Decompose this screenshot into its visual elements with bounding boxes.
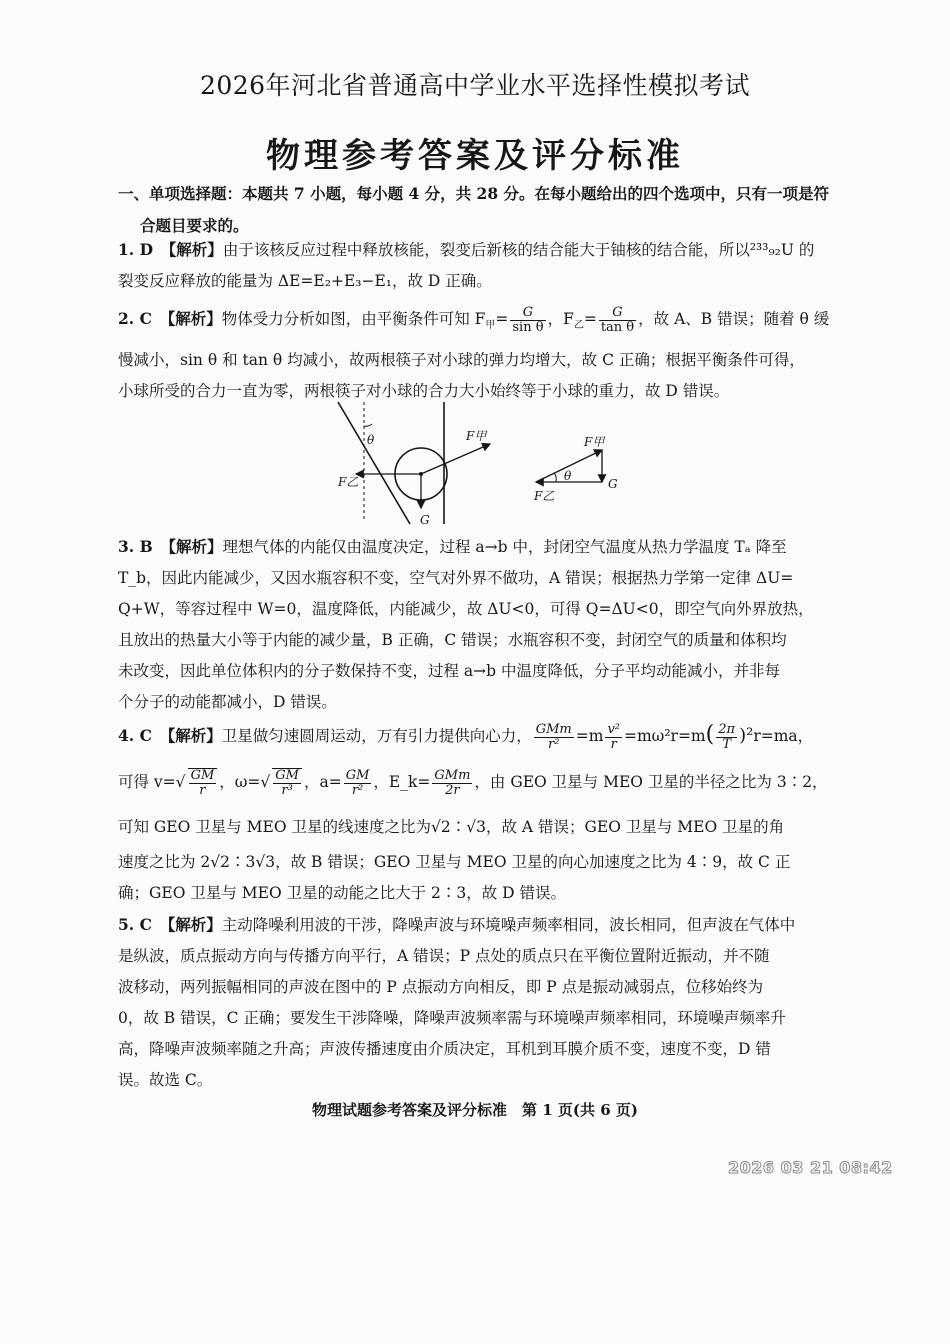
q3-line2: T_b，因此内能减少，又因水瓶容积不变，空气对外界不做功，A 错误；根据热力学第一定律 ΔU= bbox=[118, 569, 794, 587]
q3-line6: 个分子的动能都减小，D 错误。 bbox=[118, 693, 337, 711]
q2-text-e: ，故 A、B 错误；随着 θ 缓 bbox=[638, 310, 830, 328]
fraction-gmm-2r bbox=[432, 769, 472, 798]
frac-den: tan θ bbox=[600, 319, 635, 335]
frac-den: r² bbox=[548, 736, 560, 752]
page-footer: 物理试题参考答案及评分标准 第 1 页(共 6 页) bbox=[312, 1101, 638, 1119]
triangle-theta-label: θ bbox=[564, 469, 572, 483]
slanted-chopstick bbox=[338, 402, 410, 524]
answer-key: 2. C bbox=[118, 309, 152, 328]
frac-den: r³ bbox=[281, 783, 293, 798]
analysis-tag: 【解析】 bbox=[167, 726, 222, 745]
frac-den: r bbox=[610, 736, 617, 752]
f-jia-label: F甲 bbox=[466, 429, 487, 443]
theta-arc bbox=[364, 424, 372, 426]
q4-text-2c: ，a= bbox=[303, 773, 342, 791]
q5-line5: 高，降噪声波频率随之升高；声波传播速度由介质决定，耳机到耳膜介质不变，速度不变，D 错 bbox=[118, 1040, 771, 1058]
fraction-gm-r2 bbox=[344, 769, 372, 798]
q5-line3: 波移动，两列振幅相同的声波在图中的 P 点振动方向相反，即 P 点是振动减弱点，位移始终为 bbox=[118, 978, 764, 996]
answer-key: 5. C bbox=[118, 915, 152, 934]
triangle-f-yi-label: F乙 bbox=[534, 489, 555, 503]
frac-num: GM bbox=[190, 768, 215, 783]
q4-text-2d: ，E_k= bbox=[373, 773, 431, 791]
force-analysis-diagram bbox=[330, 400, 640, 530]
q3-line5: 未改变，因此单位体积内的分子数保持不变，过程 a→b 中温度降低，分子平均动能减小，并非每 bbox=[118, 662, 781, 680]
answer-key: 1. D bbox=[118, 240, 154, 259]
frac-num: G bbox=[599, 306, 636, 321]
section-heading-line2: 合题目要求的。 bbox=[140, 216, 249, 235]
frac-num: 2π bbox=[718, 721, 736, 737]
q2-text-d: = bbox=[583, 310, 597, 328]
q2-line2: 慢减小，sin θ 和 tan θ 均减小，故两根筷子对小球的弹力均增大，故 C 正确；根据平衡条件可得， bbox=[118, 351, 805, 370]
answer-q5 bbox=[118, 909, 830, 1096]
document-title: 物理参考答案及评分标准 bbox=[266, 136, 684, 176]
analysis-tag: 【解析】 bbox=[167, 309, 222, 328]
q1-line1: 由于该核反应过程中释放核能，裂变后新核的结合能大于铀核的结合能，所以²³³₉₂U 的 bbox=[222, 241, 815, 259]
f-jia-arrow bbox=[421, 444, 490, 474]
frac-num: GM bbox=[345, 767, 370, 783]
q3-line4: 且放出的热量大小等于内能的减少量，B 正确，C 错误；水瓶容积不变，封闭空气的质量和体积均 bbox=[118, 631, 787, 649]
q2-sub-yi: 乙 bbox=[573, 320, 584, 332]
exam-title: 2026年河北省普通高中学业水平选择性模拟考试 bbox=[199, 71, 751, 100]
fraction-gmm-r2 bbox=[534, 723, 574, 752]
fraction-g-sin bbox=[510, 306, 545, 335]
frac-den: sin θ bbox=[512, 319, 544, 335]
q4-text-2b: ，ω=√ bbox=[219, 773, 271, 791]
section-heading bbox=[118, 178, 830, 242]
f-yi-label: F乙 bbox=[338, 475, 359, 489]
q4-line5: 确；GEO 卫星与 MEO 卫星的动能之比大于 2∶3，故 D 错误。 bbox=[118, 884, 567, 902]
q4-text-c: =mω²r=m bbox=[624, 727, 706, 745]
frac-den: 2r bbox=[445, 782, 460, 798]
q4-text-d: r=ma， bbox=[753, 727, 814, 745]
fraction-v2-r bbox=[605, 723, 622, 752]
q3-line3: Q+W，等容过程中 W=0，温度降低，内能减少，故 ΔU<0，可得 Q=ΔU<0，即空气向外界放热， bbox=[118, 600, 814, 618]
fraction-2pi-t bbox=[716, 723, 737, 752]
q2-text-b: = bbox=[495, 310, 509, 328]
fraction-gm-r3 bbox=[272, 768, 302, 798]
left-paren: ( bbox=[705, 722, 715, 747]
frac-num: GMm bbox=[434, 767, 471, 783]
answer-q4 bbox=[118, 714, 830, 909]
frac-den: r² bbox=[351, 782, 364, 798]
fraction-g-tan bbox=[599, 306, 636, 335]
answer-q2 bbox=[118, 300, 830, 407]
frac-num: v² bbox=[607, 721, 620, 737]
scan-timestamp: 2026 03 21 08:42 bbox=[728, 1158, 893, 1177]
q4-text-2e: ，由 GEO 卫星与 MEO 卫星的半径之比为 3∶2， bbox=[474, 773, 828, 791]
fraction-gm-r bbox=[188, 768, 218, 798]
q4-text-2a: 可得 v=√ bbox=[118, 773, 186, 791]
answer-q3 bbox=[118, 531, 830, 718]
frac-num: GMm bbox=[535, 721, 572, 737]
q4-text-a: 卫星做匀速圆周运动，万有引力提供向心力， bbox=[221, 727, 532, 745]
triangle-f-jia-label: F甲 bbox=[584, 435, 605, 449]
analysis-tag: 【解析】 bbox=[168, 537, 223, 556]
frac-den: r bbox=[199, 783, 206, 798]
answer-key: 3. B bbox=[118, 537, 153, 556]
analysis-tag: 【解析】 bbox=[167, 915, 222, 934]
q4-line3: 可知 GEO 卫星与 MEO 卫星的线速度之比为√2∶√3，故 A 错误；GEO 卫星与 MEO 卫星的角 bbox=[118, 818, 785, 836]
frac-den: T bbox=[722, 736, 731, 752]
answer-key: 4. C bbox=[118, 726, 152, 745]
q2-line3: 小球所受的合力一直为零，两根筷子对小球的合力大小始终等于小球的重力，故 D 错误。 bbox=[118, 382, 730, 401]
frac-num: GM bbox=[275, 768, 299, 783]
q2-text-a: 物体受力分析如图，由平衡条件可知 F bbox=[221, 310, 486, 328]
frac-num: G bbox=[510, 306, 545, 321]
q5-line1: 主动降噪利用波的干涉，降噪声波与环境噪声频率相同，波长相同，但声波在气体中 bbox=[221, 916, 796, 934]
q4-text-b: =m bbox=[575, 727, 604, 745]
analysis-tag: 【解析】 bbox=[168, 240, 223, 259]
q4-line4: 速度之比为 2√2∶3√3，故 B 错误；GEO 卫星与 MEO 卫星的向心加速度之比为 4∶9，故 C 正 bbox=[118, 853, 791, 871]
section-heading-line1: 一、单项选择题：本题共 7 小题，每小题 4 分，共 28 分。在每小题给出的四个选项中，只有一项是符 bbox=[118, 184, 830, 203]
q2-sub-jia: 甲 bbox=[485, 320, 496, 332]
g-label: G bbox=[420, 513, 430, 527]
answer-q1 bbox=[118, 234, 830, 297]
q5-line6: 误。故选 C。 bbox=[118, 1071, 213, 1089]
q5-line2: 是纵波，质点振动方向与传播方向平行，A 错误；P 点处的质点只在平衡位置附近振动，并不随 bbox=[118, 947, 770, 965]
q3-line1: 理想气体的内能仅由温度决定，过程 a→b 中，封闭空气温度从热力学温度 Tₐ 降至 bbox=[222, 538, 787, 556]
triangle-g-label: G bbox=[608, 477, 618, 491]
q5-line4: 0，故 B 错误，C 正确；要发生干涉降噪，降噪声波频率需与环境噪声频率相同，环境噪声频率升 bbox=[118, 1009, 786, 1027]
q1-line2: 裂变反应释放的能量为 ΔE=E₂+E₃−E₁，故 D 正确。 bbox=[118, 272, 492, 290]
triangle-theta-arc bbox=[554, 473, 556, 482]
theta-label: θ bbox=[367, 433, 375, 447]
right-paren: )² bbox=[739, 725, 754, 746]
q2-text-c: ，F bbox=[547, 310, 574, 328]
